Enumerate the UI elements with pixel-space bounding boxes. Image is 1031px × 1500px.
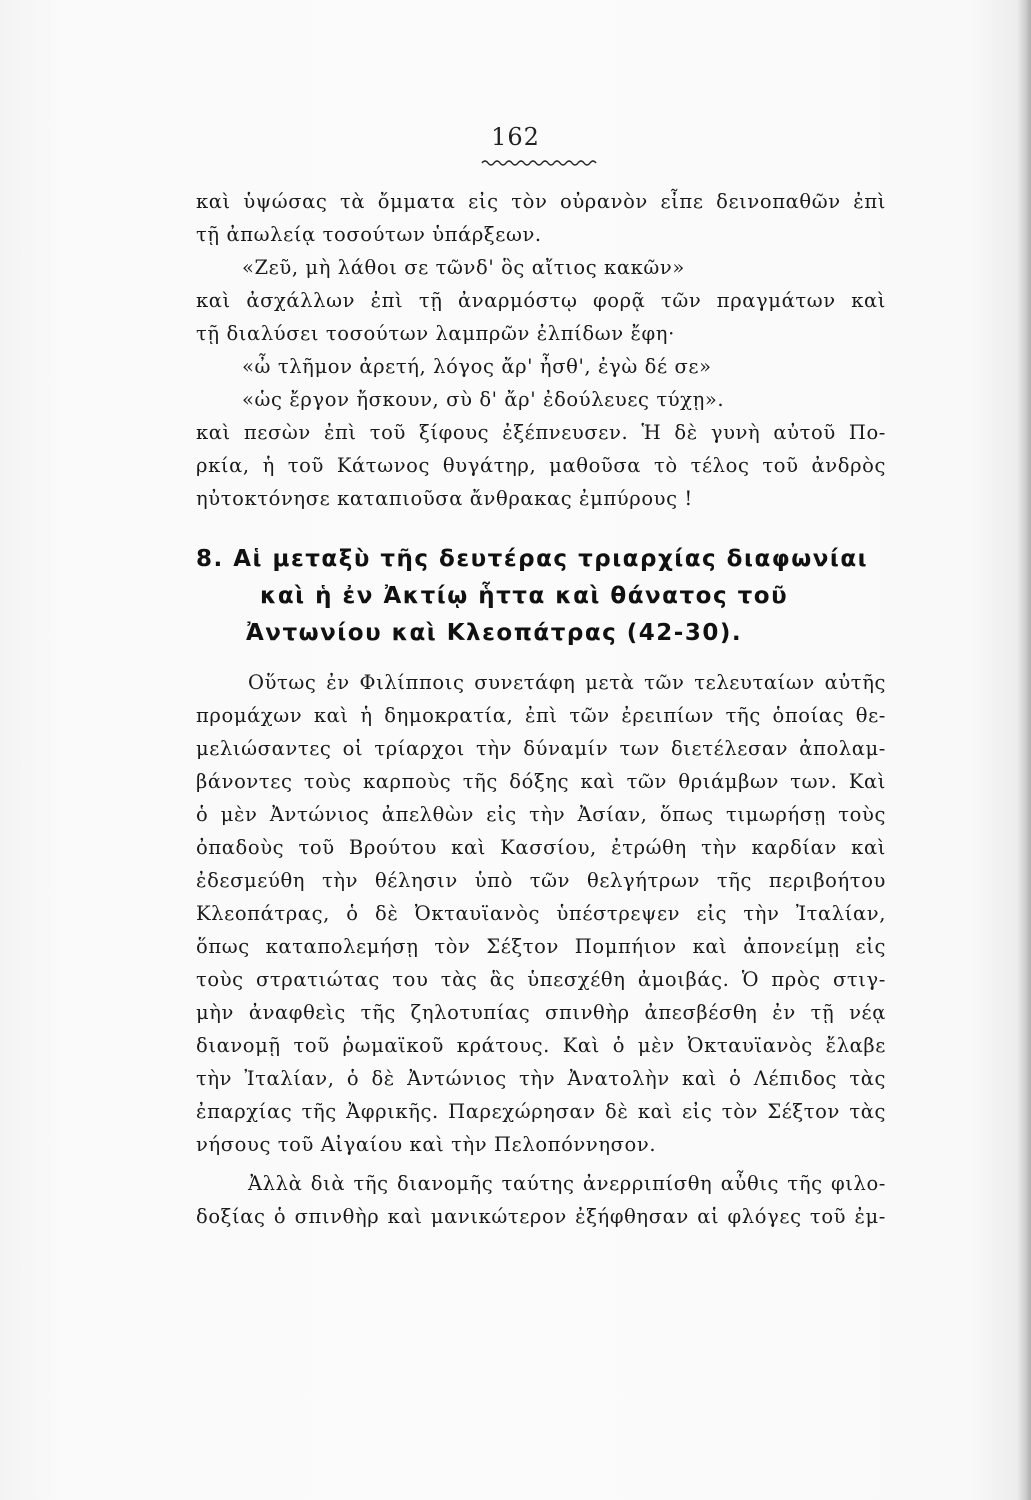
text-line: ἐπαρχίας τῆς Ἀφρικῆς. Παρεχώρησαν δὲ καὶ εἰς τὸν Σέξτον τὰς [196,1100,886,1123]
text-line: Οὕτως ἐν Φιλίπποις συνετάφη μετὰ τῶν τελευταίων αὐτῆς [248,671,886,694]
text-line: πρoμάχων καὶ ἡ δημοκρατία, ἐπὶ τῶν ἐρειπίων τῆς ὁποίας θε- [196,704,886,727]
text-line: ἐδεσμεύθη τὴν θέλησιν ὑπὸ τῶν θελγήτρων τῆς περιβοήτου [196,869,886,892]
text-line: μὴν ἀναφθεὶς τῆς ζηλοτυπίας σπινθὴρ ἀπεσβέσθη ἐν τῇ νέᾳ [196,1001,886,1024]
text-line: βάνοντες τοὺς καρποὺς τῆς δόξης καὶ τῶν θριάμβων των. Καὶ [196,770,886,793]
ornament-divider [480,158,600,166]
text-line: ὁ μὲν Ἀντώνιος ἀπελθὼν εἰς τὴν Ἀσίαν, ὅπως τιμωρήσῃ τοὺς [196,803,886,826]
text-line: διανομῇ τοῦ ῥωμαϊκοῦ κράτους. Καὶ ὁ μὲν Ὀκταυϊανὸς ἔλαβε [196,1034,886,1057]
text-line: Ἀλλὰ διὰ τῆς διανομῆς ταύτης ἀνερριπίσθη αὖθις τῆς φιλο- [248,1172,886,1195]
text-line: καὶ ἀσχάλλων ἐπὶ τῇ ἀναρμόστῳ φορᾷ τῶν πραγμάτων καὶ [196,289,886,312]
text-line: τῇ ἀπωλείᾳ τοσούτων ὑπάρξεων. [196,223,542,246]
text-line: τῇ διαλύσει τοσούτων λαμπρῶν ἐλπίδων ἔφη· [196,322,675,345]
text-line: Κλεοπάτρας, ὁ δὲ Ὀκταυϊανὸς ὑπέστρεψεν εἰς τὴν Ἰταλίαν, [196,902,886,925]
text-line: ρκία, ἡ τοῦ Κάτωνος θυγάτηρ, μαθοῦσα τὸ τέλος τοῦ ἀνδρὸς [196,454,886,477]
verse-quote: «Ζεῦ, μὴ λάθοι σε τῶνδ' ὃς αἴτιος κακῶν» [242,256,685,279]
page-number: 162 [491,123,540,151]
section-heading-line: 8. Αἱ μεταξὺ τῆς δευτέρας τριαρχίας διαφωνίαι [196,546,869,572]
page-edge-shadow [1017,0,1031,1500]
verse-quote: «ὦ τλῆμον ἀρετή, λόγος ἄρ' ἦσθ', ἐγὼ δέ σε» [242,355,712,378]
section-heading [196,541,886,652]
verse-quote: «ὡς ἔργον ἤσκουν, σὺ δ' ἄρ' ἐδούλευες τύχῃ». [242,388,725,411]
text-line: μελιώσαντες οἱ τρίαρχοι τὴν δύναμίν των διετέλεσαν ἀπολαμ- [196,737,886,760]
text-line: καὶ ὑψώσας τὰ ὄμματα εἰς τὸν οὐρανὸν εἶπε δεινοπαθῶν ἐπὶ [196,190,886,213]
text-line: νήσους τοῦ Αἰγαίου καὶ τὴν Πελοπόννησον. [196,1133,657,1156]
text-line: καὶ πεσὼν ἐπὶ τοῦ ξίφους ἐξέπνευσεν. Ἡ δὲ γυνὴ αὐτοῦ Πο- [196,421,886,444]
text-line: ὅπως καταπολεμήσῃ τὸν Σέξτον Πομπήιον καὶ ἀπονείμῃ εἰς [196,935,886,958]
text-line: τὴν Ἰταλίαν, ὁ δὲ Ἀντώνιος τὴν Ἀνατολὴν καὶ ὁ Λέπιδος τὰς [196,1067,886,1090]
text-line: ηὐτοκτόνησε καταπιοῦσα ἄνθρακας ἐμπύρους ! [196,487,693,510]
page-content [196,185,886,1233]
section-heading-line: Ἀντωνίου καὶ Κλεοπάτρας (42-30). [246,620,743,646]
text-line: ὀπαδοὺς τοῦ Βρούτου καὶ Κασσίου, ἐτρώθη τὴν καρδίαν καὶ [196,836,886,859]
section-heading-line: καὶ ἡ ἐν Ἀκτίῳ ἧττα καὶ θάνατος τοῦ [260,583,789,609]
text-line: δοξίας ὁ σπινθὴρ καὶ μανικώτερον ἐξήφθησαν αἱ φλόγες τοῦ ἐμ- [196,1205,886,1228]
text-line: τοὺς στρατιώτας του τὰς ἃς ὑπεσχέθη ἀμοιβάς. Ὁ πρὸς στιγ- [196,968,886,991]
